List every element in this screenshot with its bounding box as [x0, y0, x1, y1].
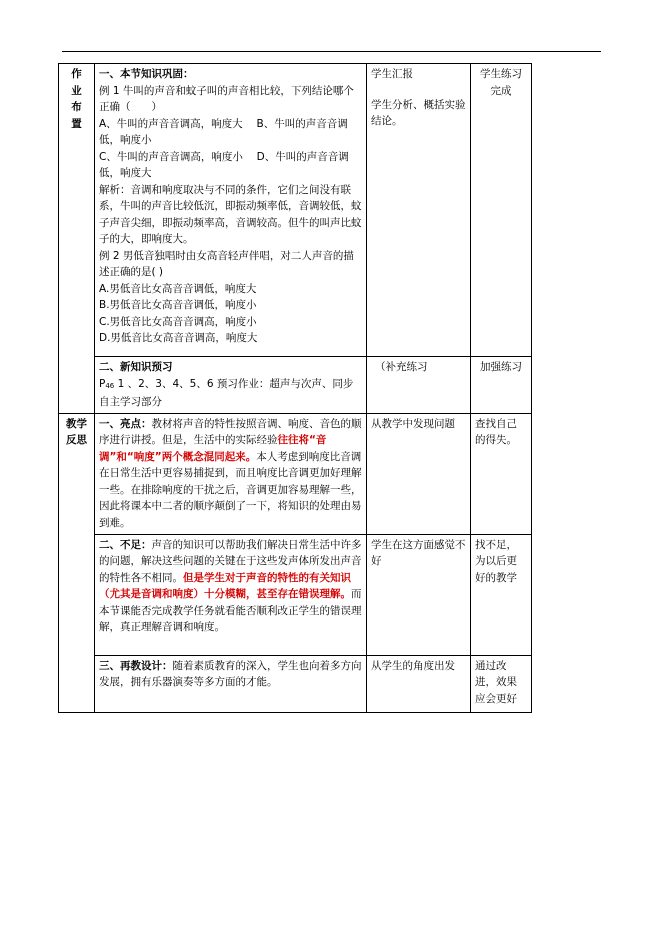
highlights-col3-text: 从教学中发现问题	[371, 417, 455, 430]
redesign-cell	[95, 655, 367, 712]
example2-option: C.男低音比女高音音调高，响度小	[99, 315, 257, 328]
student-analysis-text: 学生分析、概括实验结论。	[371, 98, 466, 127]
shortcomings-heading: 二、不足：	[99, 538, 152, 551]
highlights-body-rest: 本人考虑到响度比音调在日常生活中更容易捕捉到，而且响度比音调更加好理解一些。在排除响度的干扰之后，音调更加容易理解一些，因此将课本中二者的顺序颠倒了一下，将知识的处理由易到难。	[99, 450, 362, 529]
highlights-heading: 一、亮点：	[99, 417, 152, 430]
preview-student-activity	[367, 357, 471, 414]
reflection-label-line: 反思	[66, 434, 87, 446]
redesign-col3-text: 从学生的角度出发	[371, 659, 455, 672]
shortcomings-col4-text: 找不足，为以后更好的教学	[475, 538, 517, 584]
highlights-col4-text: 查找自己的得失。	[475, 417, 517, 446]
redesign-text	[99, 658, 362, 691]
preview-content-text: 1 、2、3、4、5、6 预习作业：超声与次声、同步自主学习部分	[99, 377, 354, 408]
homework-label-char: 业	[71, 84, 82, 97]
shortcomings-col3-text: 学生在这方面感觉不好	[371, 538, 466, 567]
highlights-col4	[471, 413, 532, 534]
student-report-text: 学生汇报	[371, 68, 413, 80]
homework-label-char: 置	[71, 117, 82, 130]
lesson-plan-table	[58, 63, 532, 713]
redesign-col4	[471, 655, 532, 712]
reflection-row-label	[59, 413, 95, 712]
redesign-col4-text: 通过改进，效果应会更好	[475, 659, 517, 705]
homework-preview-row	[59, 357, 532, 414]
example1-option: C、牛叫的声音音调高，响度小 D、牛叫的声音音调低，响度大	[99, 150, 349, 179]
reflection-redesign-row	[59, 655, 532, 712]
homework-label-char: 作	[71, 68, 82, 80]
homework-label-char: 布	[71, 101, 82, 113]
homework-consolidation-row	[59, 64, 532, 357]
redesign-body: 随着素质教育的深入，学生也向着多方向发展，拥有乐器演奏等多方面的才能。	[99, 659, 362, 688]
preview-purpose	[471, 357, 532, 414]
page-number: 46	[105, 381, 115, 390]
shortcomings-text	[99, 537, 362, 636]
highlights-emphasis: 往往将“音调”和“响度”两个概念混同起来。	[99, 434, 327, 463]
shortcomings-col4	[471, 534, 532, 655]
preview-content	[99, 376, 362, 411]
preview-heading: 二、新知识预习	[99, 361, 173, 373]
example2-question: 例 2 男低音独唱时由女高音轻声伴唱，对二人声音的描述正确的是( )	[99, 249, 354, 278]
consolidation-purpose	[471, 64, 532, 357]
shortcomings-body: 声音的知识可以帮助我们解决日常生活中许多的问题，解决这些问题的关键在于这些发声体所发出声音的特性各不相同。	[99, 538, 362, 584]
example2-option: A.男低音比女高音音调低，响度大	[99, 282, 257, 295]
shortcomings-cell	[95, 534, 367, 655]
page-prefix: P	[99, 377, 106, 390]
header-rule	[62, 51, 601, 52]
example1-explanation: 解析：音调和响度取决与不同的条件，它们之间没有联系，牛叫的声音比较低沉，即振动频率低，音调较低，蚊子声音尖细，即振动频率高，音调较高。但牛的叫声比蚊子的大，即响度大。	[99, 183, 362, 245]
shortcomings-body-rest: 而本节课能否完成教学任务就看能否顺利改正学生的错误理解，真正理解音调和响度。	[99, 588, 362, 633]
reflection-highlights-row	[59, 413, 532, 534]
highlights-col3	[367, 413, 471, 534]
consolidation-student-activity	[367, 64, 471, 357]
example2-option: B.男低音比女高音音调低，响度小	[99, 299, 257, 311]
purpose-text: 加强练习	[480, 361, 522, 373]
consolidation-heading: 一、本节知识巩固：	[99, 68, 194, 80]
consolidation-cell	[95, 64, 367, 357]
example1-option: A、牛叫的声音音调高，响度大 B、牛叫的声音音调低，响度小	[99, 117, 348, 146]
shortcomings-col3	[367, 534, 471, 655]
reflection-label-line: 教学	[66, 417, 87, 430]
redesign-heading: 三、再教设计：	[99, 659, 173, 672]
shortcomings-emphasis: 但是学生对于声音的特性的有关知识（尤其是音调和响度）十分模糊，甚至存在错误理解。	[99, 571, 351, 600]
highlights-cell	[95, 413, 367, 534]
highlights-body: 教材将声音的特性按照音调、响度、音色的顺序进行讲授。但是，生活中的实际经验	[99, 417, 362, 446]
preview-cell	[95, 357, 367, 414]
highlights-text	[99, 416, 362, 532]
reflection-shortcomings-row	[59, 534, 532, 655]
example1-question: 例 1 牛叫的声音和蚊子叫的声音相比较，下列结论哪个正确（ ）	[99, 84, 354, 113]
example2-option: D.男低音比女高音音调高，响度大	[99, 332, 258, 344]
redesign-col3	[367, 655, 471, 712]
homework-row-label	[59, 64, 95, 414]
supplementary-text: （补充练习	[375, 361, 428, 373]
purpose-text: 学生练习完成	[480, 68, 522, 97]
